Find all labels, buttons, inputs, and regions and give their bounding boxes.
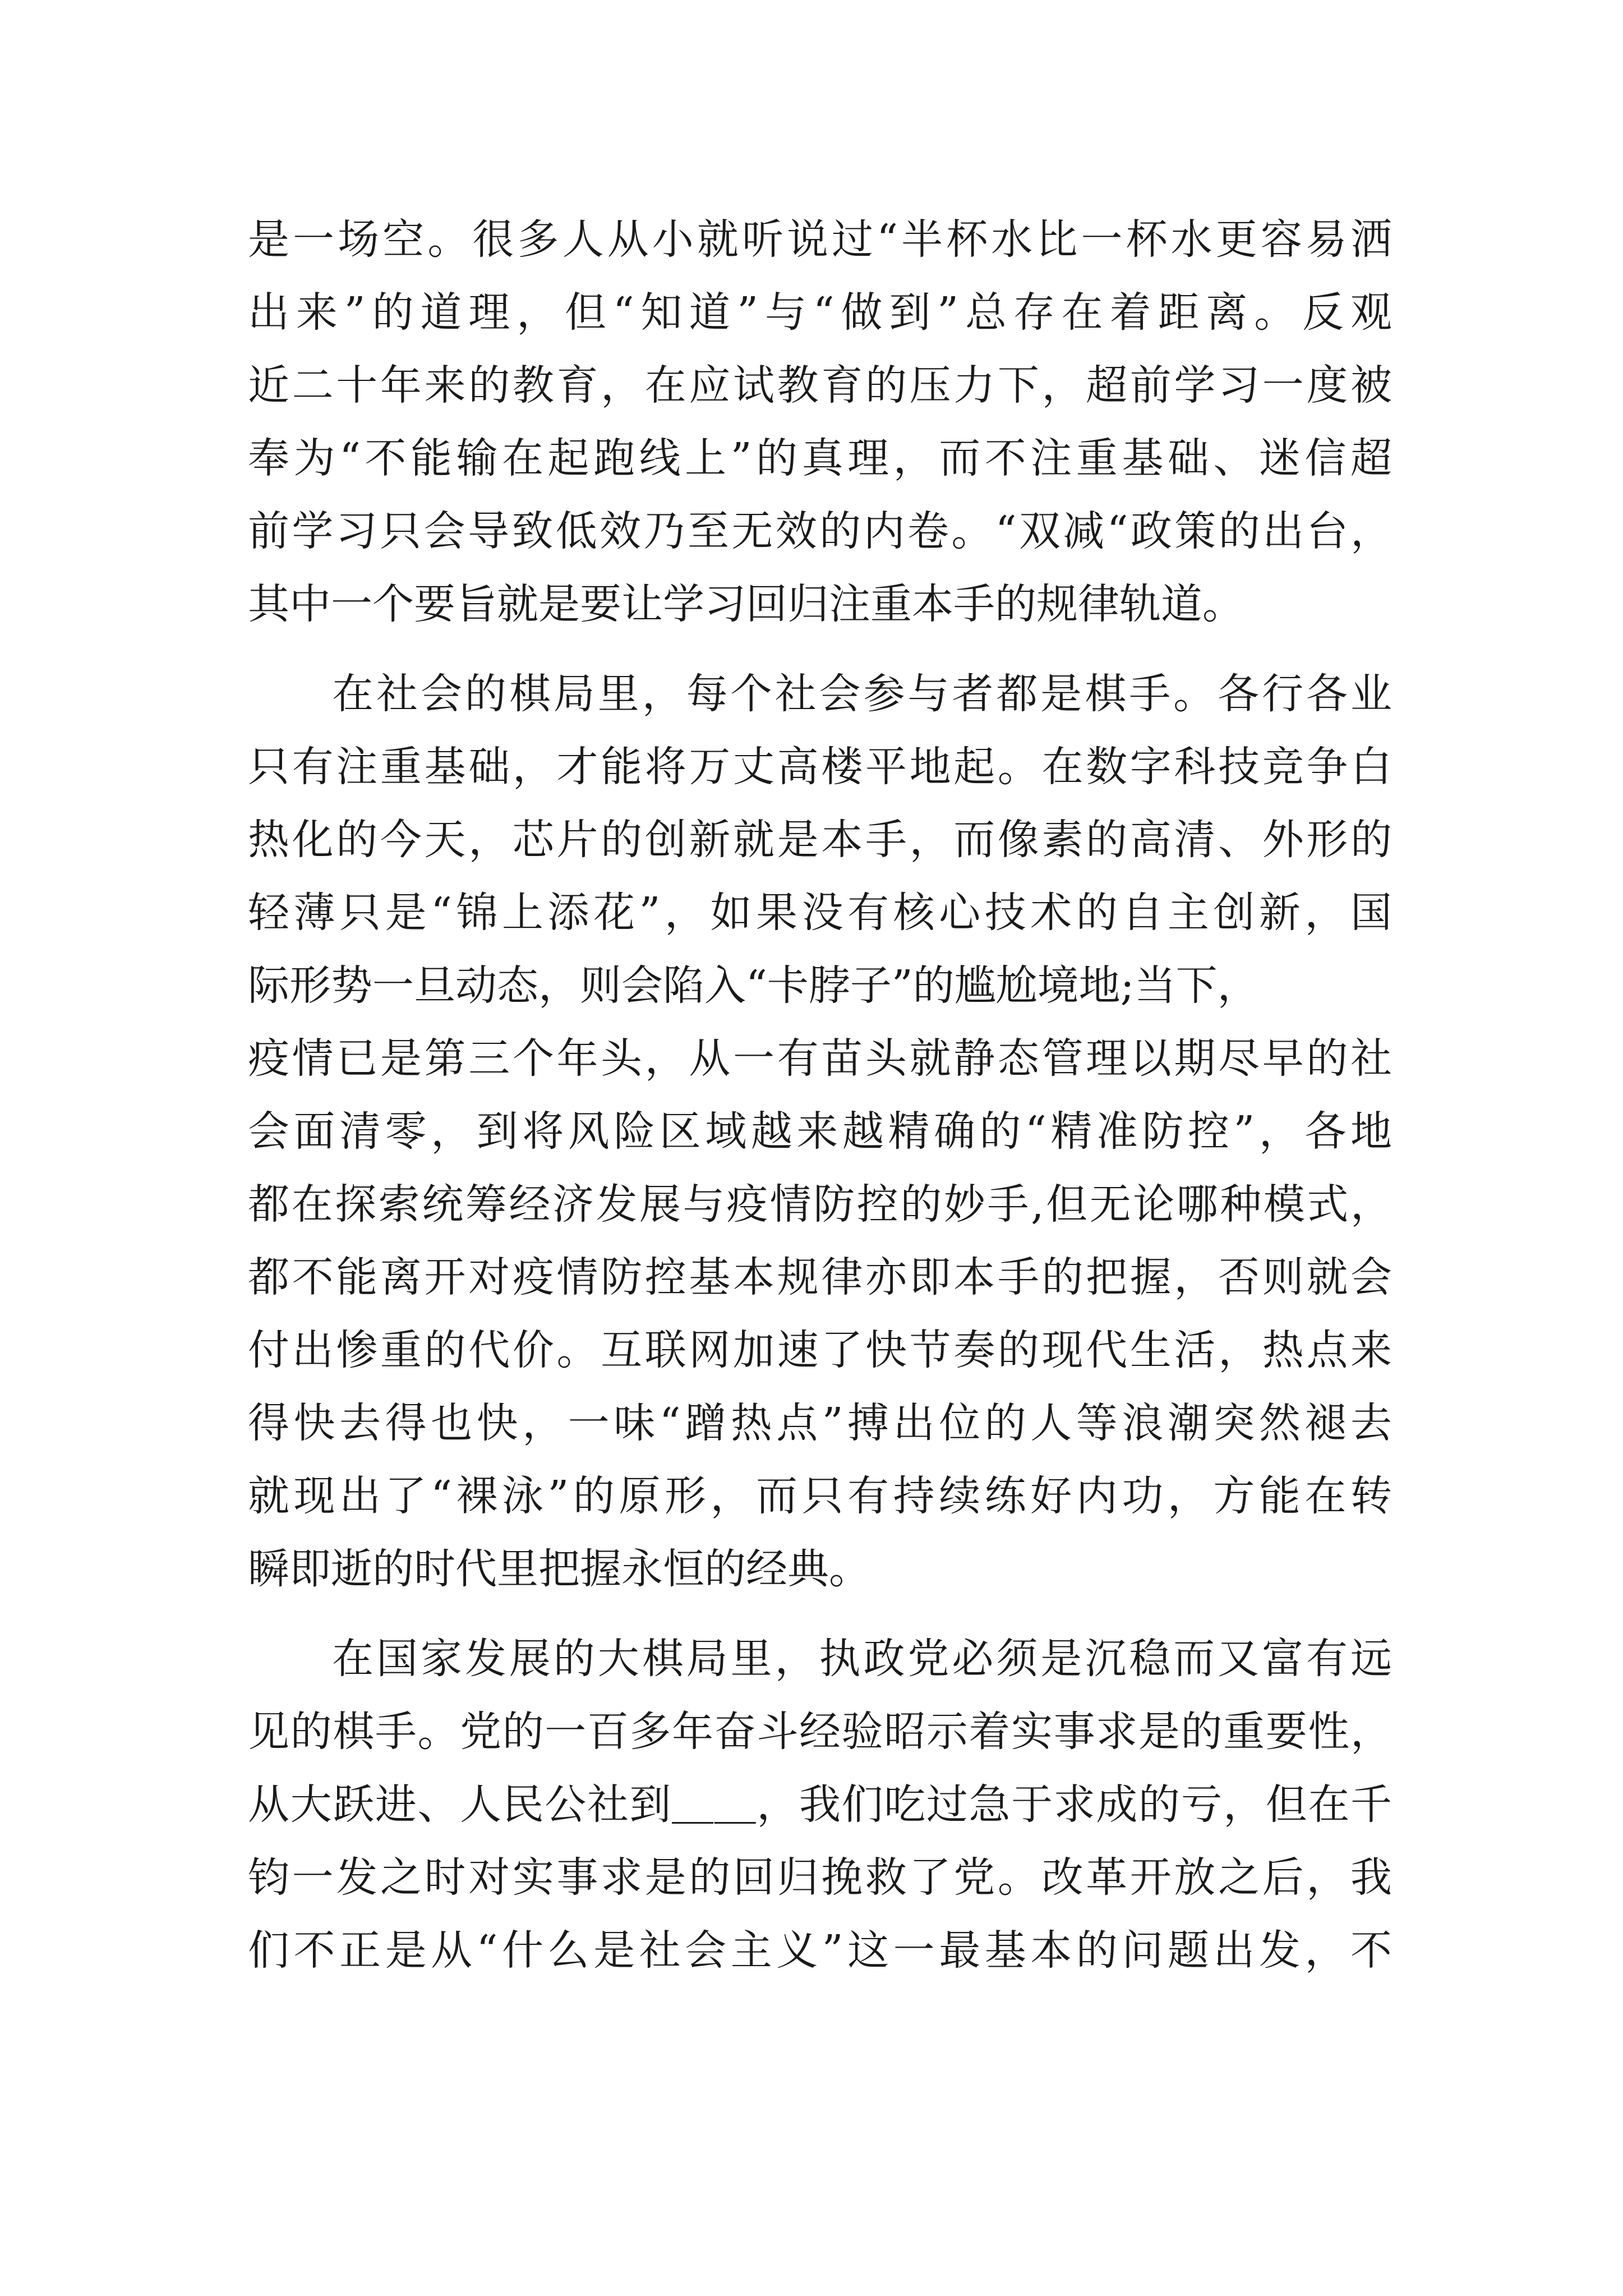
paragraph-spacer — [248, 641, 1392, 657]
text-line: 只有注重基础，才能将万丈高楼平地起。在数字科技竞争白 — [248, 743, 1392, 791]
text-line: 近二十年来的教育，在应试教育的压力下，超前学习一度被 — [248, 361, 1392, 409]
text-line: 就现出了“裸泳”的原形，而只有持续练好内功，方能在转 — [248, 1472, 1392, 1520]
text-line: 见的棋手。党的一百多年奋斗经验昭示着实事求是的重要性， — [248, 1708, 1392, 1756]
text-line: 奉为“不能输在起跑线上”的真理，而不注重基础、迷信超 — [248, 434, 1392, 482]
text-line: 得快去得也快，一味“蹭热点”搏出位的人等浪潮突然褪去 — [248, 1399, 1392, 1447]
paragraph-spacer — [248, 1605, 1392, 1622]
paragraph-2 — [248, 657, 1392, 1605]
text-line: 际形势一旦动态，则会陷入“卡脖子”的尴尬境地;当下， — [248, 961, 1259, 1010]
text-line: 会面清零，到将风险区域越来越精确的“精准防控”，各地 — [248, 1107, 1392, 1156]
text-line: 是一场空。很多人从小就听说过“半杯水比一杯水更容易洒 — [248, 215, 1392, 264]
text-line: 付出惨重的代价。互联网加速了快节奏的现代生活，热点来 — [248, 1326, 1392, 1374]
text-line: 轻薄只是“锦上添花”，如果没有核心技术的自主创新，国 — [248, 889, 1392, 937]
text-line: 在国家发展的大棋局里，执政党必须是沉稳而又富有远 — [332, 1635, 1392, 1683]
text-line: 疫情已是第三个年头，从一有苗头就静态管理以期尽早的社 — [248, 1034, 1392, 1083]
text-line: 前学习只会导致低效乃至无效的内卷。“双减“政策的出台， — [248, 507, 1392, 555]
text-line: 都在探索统筹经济发展与疫情防控的妙手,但无论哪种模式， — [248, 1180, 1392, 1228]
text-line: 在社会的棋局里，每个社会参与者都是棋手。各行各业 — [332, 670, 1392, 718]
text-line: 们不正是从“什么是社会主义”这一最基本的问题出发，不 — [248, 1926, 1392, 1975]
text-line: 都不能离开对疫情防控基本规律亦即本手的把握，否则就会 — [248, 1253, 1392, 1301]
text-line: 热化的今天，芯片的创新就是本手，而像素的高清、外形的 — [248, 816, 1392, 864]
paragraph-3 — [248, 1622, 1392, 1987]
paragraph-1 — [248, 203, 1392, 641]
text-line: 其中一个要旨就是要让学习回归注重本手的规律轨道。 — [248, 580, 1244, 628]
text-line: 瞬即逝的时代里把握永恒的经典。 — [248, 1545, 870, 1593]
text-line: 从大跃进、人民公社到＿＿，我们吃过急于求成的亏，但在千 — [248, 1780, 1392, 1829]
text-line: 出来”的道理，但“知道”与“做到”总存在着距离。反观 — [248, 288, 1392, 337]
text-line: 钧一发之时对实事求是的回归挽救了党。改革开放之后，我 — [248, 1853, 1392, 1902]
document-body — [248, 203, 1392, 1987]
